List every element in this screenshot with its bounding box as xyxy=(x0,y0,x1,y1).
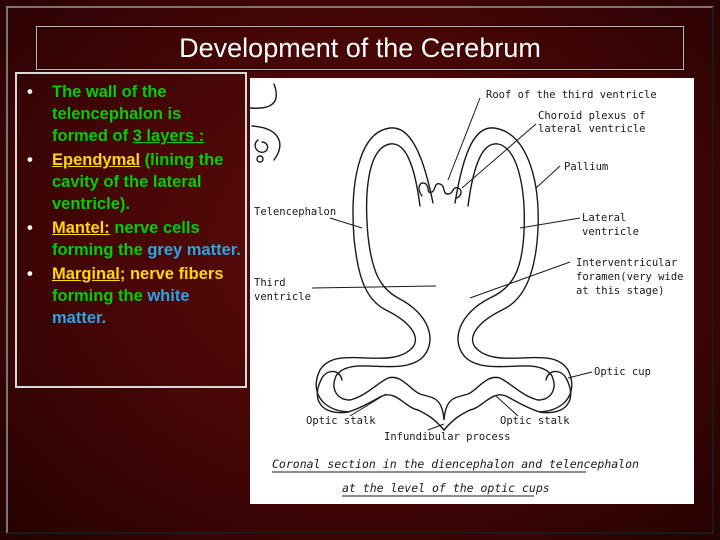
term-mantel: Mantel: xyxy=(52,219,110,237)
bullet-item-ependymal xyxy=(27,149,241,215)
left-hemisphere-inner xyxy=(334,144,430,400)
bullet-marker: • xyxy=(27,219,33,237)
bullet-marker: • xyxy=(27,265,33,283)
leader-telencephalon xyxy=(330,218,362,228)
sketch-curve-top xyxy=(250,84,276,108)
label-third-1: Third xyxy=(254,277,286,289)
label-choroid-2: lateral ventricle xyxy=(538,123,646,135)
caption-line-2: at the level of the optic cups xyxy=(342,481,550,495)
bullet-list xyxy=(27,81,241,331)
leader-third xyxy=(312,286,436,288)
label-inter-3: at this stage) xyxy=(576,285,665,297)
leader-pallium xyxy=(536,166,560,188)
bullet-item-mantel xyxy=(27,217,241,261)
label-lateral-1: Lateral xyxy=(582,212,627,224)
label-infundibular: Infundibular process xyxy=(384,431,511,443)
bullet-text-box xyxy=(15,72,247,388)
ependymal-text: (lining the cavity of the lateral ventricle). xyxy=(52,151,224,213)
bullet-marker: • xyxy=(27,151,33,169)
layers-underlined: 3 layers : xyxy=(132,127,205,145)
label-optic-cup: Optic cup xyxy=(594,366,651,378)
bullet-item-marginal xyxy=(27,263,241,329)
label-choroid-1: Choroid plexus of xyxy=(538,110,646,122)
marginal-text: forming the xyxy=(52,287,148,305)
term-marginal: Marginal xyxy=(52,265,120,283)
optic-cup-right xyxy=(540,371,571,412)
label-optic-stalk-right: Optic stalk xyxy=(500,415,570,427)
label-lateral-2: ventricle xyxy=(582,226,639,238)
leader-optic-cup xyxy=(568,372,592,378)
cerebrum-section-diagram xyxy=(250,78,694,504)
caption-line-1: Coronal section in the diencephalon and telencephalon xyxy=(272,457,639,471)
mantel-text: nerve cells forming the xyxy=(52,219,200,259)
label-telencephalon: Telencephalon xyxy=(254,206,337,218)
leader-inter xyxy=(470,262,570,298)
marginal-mid: ; nerve xyxy=(119,265,179,283)
slide-title: Development of the Cerebrum xyxy=(179,33,541,63)
leader-choroid xyxy=(462,124,536,188)
bullet-marker: • xyxy=(27,83,33,101)
label-pallium: Pallium xyxy=(564,161,609,173)
white-matter: white matter. xyxy=(52,287,190,327)
right-hemisphere-inner xyxy=(458,144,554,400)
sketch-loop xyxy=(255,140,268,152)
right-hemisphere-outer xyxy=(455,128,572,412)
sketch-loop-small xyxy=(257,156,263,162)
label-third-2: ventricle xyxy=(254,291,311,303)
label-roof: Roof of the third ventricle xyxy=(486,89,657,101)
grey-matter: grey matter. xyxy=(147,241,241,259)
leader-stalk-right xyxy=(496,396,518,416)
term-fibers: fibers xyxy=(178,265,224,283)
label-optic-stalk-left: Optic stalk xyxy=(306,415,376,427)
bullet-item-layers xyxy=(27,81,241,147)
label-inter-2: foramen(very wide xyxy=(576,271,684,283)
label-inter-1: Interventricular xyxy=(576,257,678,269)
diagram-panel xyxy=(250,78,694,504)
leader-lateral xyxy=(520,218,580,228)
leader-stalk-left xyxy=(350,394,386,416)
optic-cup-left xyxy=(317,371,348,412)
term-ependymal: Ependymal xyxy=(52,151,141,169)
layers-text: The wall of the telencephalon is formed of xyxy=(52,83,182,145)
title-box xyxy=(36,26,684,70)
choroid-plexus xyxy=(419,183,461,198)
